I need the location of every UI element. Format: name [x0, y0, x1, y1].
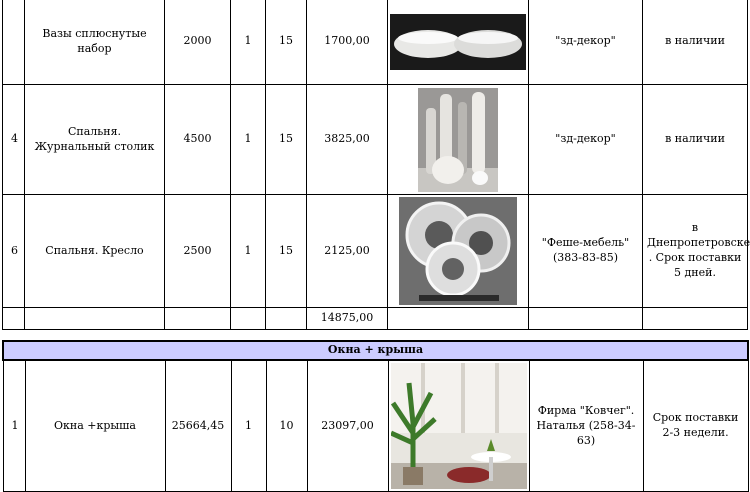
table-row [3, 195, 748, 308]
windows-roof-table [2, 340, 749, 492]
item-discount: 10 [266, 360, 307, 492]
row-number [3, 0, 25, 85]
items-table [2, 0, 748, 330]
item-total: 1700,00 [307, 0, 388, 85]
row-number: 6 [3, 195, 25, 308]
item-price: 4500 [165, 85, 231, 195]
section-title: Окна + крыша [3, 341, 748, 360]
item-discount: 15 [266, 0, 307, 85]
white-vases-photo [388, 85, 529, 195]
item-total: 23097,00 [307, 360, 388, 492]
flat-vases-photo [388, 0, 529, 85]
table-row [3, 360, 748, 492]
table-row [3, 85, 748, 195]
room-plant-photo [388, 360, 529, 492]
item-qty: 1 [231, 360, 266, 492]
item-total: 3825,00 [307, 85, 388, 195]
item-supplier: "Феше-мебель" (383-83-85) [529, 195, 643, 308]
item-price: 2500 [165, 195, 231, 308]
table-row [3, 0, 748, 85]
subtotal-value: 14875,00 [307, 308, 388, 330]
mirror-rings-photo [388, 195, 529, 308]
item-qty: 1 [231, 0, 266, 85]
item-availability: в наличии [643, 85, 748, 195]
item-price: 25664,45 [165, 360, 231, 492]
item-supplier: "зд-декор" [529, 85, 643, 195]
item-price: 2000 [165, 0, 231, 85]
item-name: Вазы сплюснутые набор [25, 0, 165, 85]
item-total: 2125,00 [307, 195, 388, 308]
item-discount: 15 [266, 195, 307, 308]
item-qty: 1 [231, 85, 266, 195]
item-name: Спальня. Кресло [25, 195, 165, 308]
item-availability: Срок поставки 2-3 недели. [643, 360, 748, 492]
item-supplier: "зд-декор" [529, 0, 643, 85]
item-qty: 1 [231, 195, 266, 308]
row-number: 4 [3, 85, 25, 195]
item-discount: 15 [266, 85, 307, 195]
row-number: 1 [3, 360, 25, 492]
item-supplier: Фирма "Ковчег". Наталья (258-34-63) [529, 360, 643, 492]
section-header-row [3, 341, 748, 360]
item-availability: в наличии [643, 0, 748, 85]
item-name: Спальня. Журнальный столик [25, 85, 165, 195]
subtotal-row [3, 308, 748, 330]
item-availability: в Днепропетровске . Срок поставки 5 дней. [643, 195, 748, 308]
item-name: Окна +крыша [25, 360, 165, 492]
